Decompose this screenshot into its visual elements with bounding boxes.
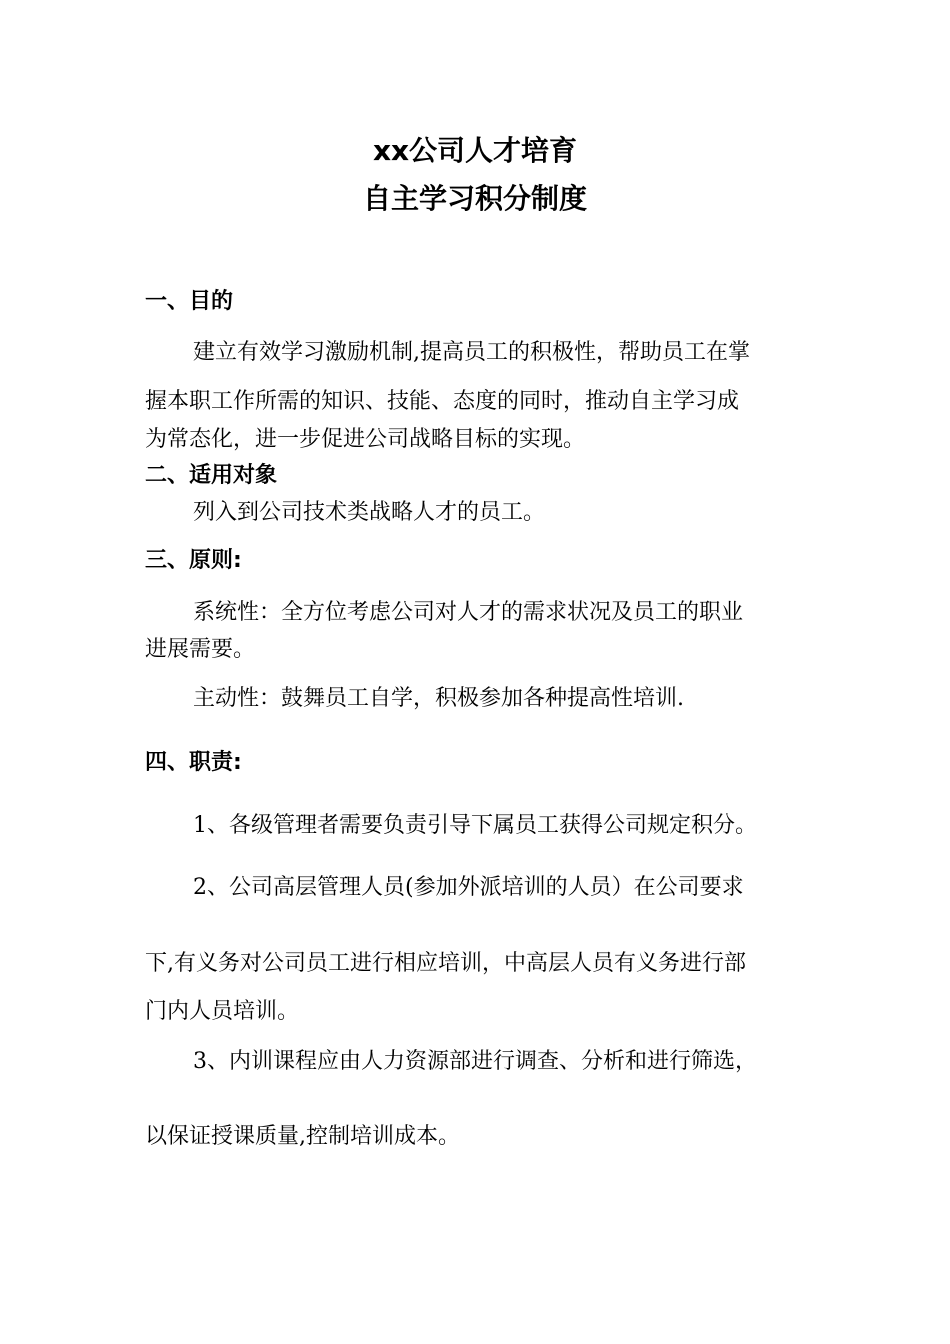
section-heading-principles: 三、原则: [145, 548, 242, 573]
paragraph-line: 下,有义务对公司员工进行相应培训，中高层人员有义务进行部 [145, 951, 746, 976]
document-title-line-2: 自主学习积分制度 [362, 182, 587, 215]
section-heading-scope: 二、适用对象 [145, 463, 278, 488]
paragraph-line: 主动性：鼓舞员工自学，积极参加各种提高性培训. [193, 686, 684, 711]
paragraph-line: 2、公司高层管理人员(参加外派培训的人员）在公司要求 [193, 875, 744, 900]
paragraph-line: 进展需要。 [145, 637, 256, 662]
document-title-line-1: xx公司人才培育 [372, 134, 578, 167]
paragraph-line: 为常态化，进一步促进公司战略目标的实现。 [145, 427, 586, 452]
paragraph-line: 1、各级管理者需要负责引导下属员工获得公司规定积分。 [193, 813, 757, 838]
paragraph-line: 握本职工作所需的知识、技能、态度的同时，推动自主学习成 [145, 389, 740, 414]
paragraph-line: 系统性：全方位考虑公司对人才的需求状况及员工的职业 [193, 600, 744, 625]
paragraph-line: 列入到公司技术类战略人才的员工。 [193, 500, 546, 525]
paragraph-line: 建立有效学习激励机制,提高员工的积极性，帮助员工在掌 [193, 340, 750, 365]
section-heading-purpose: 一、目的 [145, 289, 234, 314]
paragraph-line: 门内人员培训。 [145, 999, 300, 1024]
paragraph-line: 3、内训课程应由人力资源部进行调查、分析和进行筛选， [193, 1049, 757, 1074]
section-heading-responsibilities: 四、职责: [145, 750, 242, 775]
paragraph-line: 以保证授课质量,控制培训成本。 [145, 1124, 460, 1149]
